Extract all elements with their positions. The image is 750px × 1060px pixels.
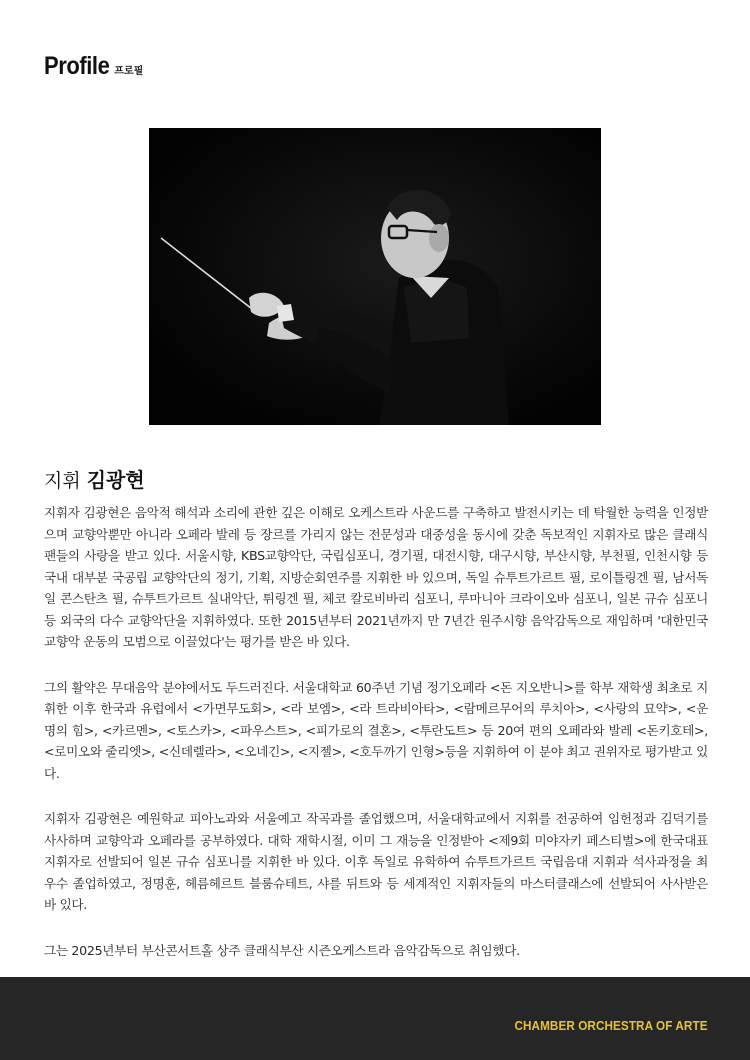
biography [44,502,708,985]
bio-paragraph: 그의 활약은 무대음악 분야에서도 두드러진다. 서울대학교 60주년 기념 정기오페라 <돈 지오반니>를 학부 재학생 최초로 지휘한 이후 한국과 유럽에서 <가면무도회>, <라 보엠>, <라 트라비아타>, <람메르무어의 루치아>, <사랑의 묘약>, <운명의 힘>, <카르멘>, <토스카>, <파우스트>, <피가로의 결혼>, <투란도트> 등 20여 편의 오페라와 발레 <돈키호테>, <로미오와 줄리엣>, <신데렐라>, <오네긴>, <지젤>, <호두까기 인형>등을 지휘하여 이 분야 최고 권위자로 평가받고 있다. [44,679,708,781]
conductor-photo [149,128,601,425]
bio-paragraph: 지휘자 김광현은 음악적 해석과 소리에 관한 깊은 이해로 오케스트라 사운드를 구축하고 발전시키는 데 탁월한 능력을 인정받으며 교향악뿐만 아니라 오페라 발레 등 장르를 가리지 않는 전문성과 대중성을 동시에 갖춘 독보적인 지휘자로 많은 클래식 팬들의 사랑을 받고 있다. 서울시향, KBS교향악단, 국립심포니, 경기필, 대전시향, 대구시향, 부산시향, 부천필, 인천시향 등 국내 대부분 국공립 교향악단의 정기, 기획, 지방순회연주를 지휘한 바 있으며, 독일 슈투트가르트 필, 로이틀링겐 필, 남서독일 콘스탄츠 필, 슈투트가르트 실내악단, 튀링겐 필, 체코 칼로비바리 심포니, 루마니아 크라이오바 심포니, 일본 규슈 심포니 등 외국의 다수 교향악단을 지휘하였다. 또한 2015년부터 2021년까지 만 7년간 원주시향 음악감독으로 재임하며 '대한민국 교향악 운동의 모범으로 이끌었다'는 평가를 받은 바 있다. [44,505,708,649]
conductor-role: 지휘 [44,470,81,492]
page-header [44,52,143,81]
conductor-name: 김광현 [86,468,145,492]
page-subtitle: 프로필 [114,66,144,77]
page-footer [0,977,750,1060]
bio-paragraph: 지휘자 김광현은 예원학교 피아노과와 서울예고 작곡과를 졸업했으며, 서울대학교에서 지휘를 전공하여 임헌정과 김덕기를 사사하며 교향악과 오페라를 공부하였다. 대학 재학시절, 이미 그 재능을 인정받아 <제9회 미야자키 페스티벌>에 한국대표 지휘자로 선발되어 일본 규슈 심포니를 지휘한 바 있다. 이후 독일로 유학하여 슈투트가르트 국립음대 지휘과 석사과정을 최우수 졸업하였고, 정명훈, 헤름헤르트 블룸슈테트, 샤를 뒤트와 등 세계적인 지휘자들의 마스터클래스에 선발되어 사사받은 바 있다. [44,811,708,912]
conductor-heading [44,464,145,493]
brand-name: CHAMBER ORCHESTRA OF ARTE [514,1018,708,1033]
bio-paragraph: 그는 2025년부터 부산콘서트홀 상주 클래식부산 시즌오케스트라 음악감독으로 취임했다. [44,942,520,958]
page-title: Profile [44,52,110,80]
